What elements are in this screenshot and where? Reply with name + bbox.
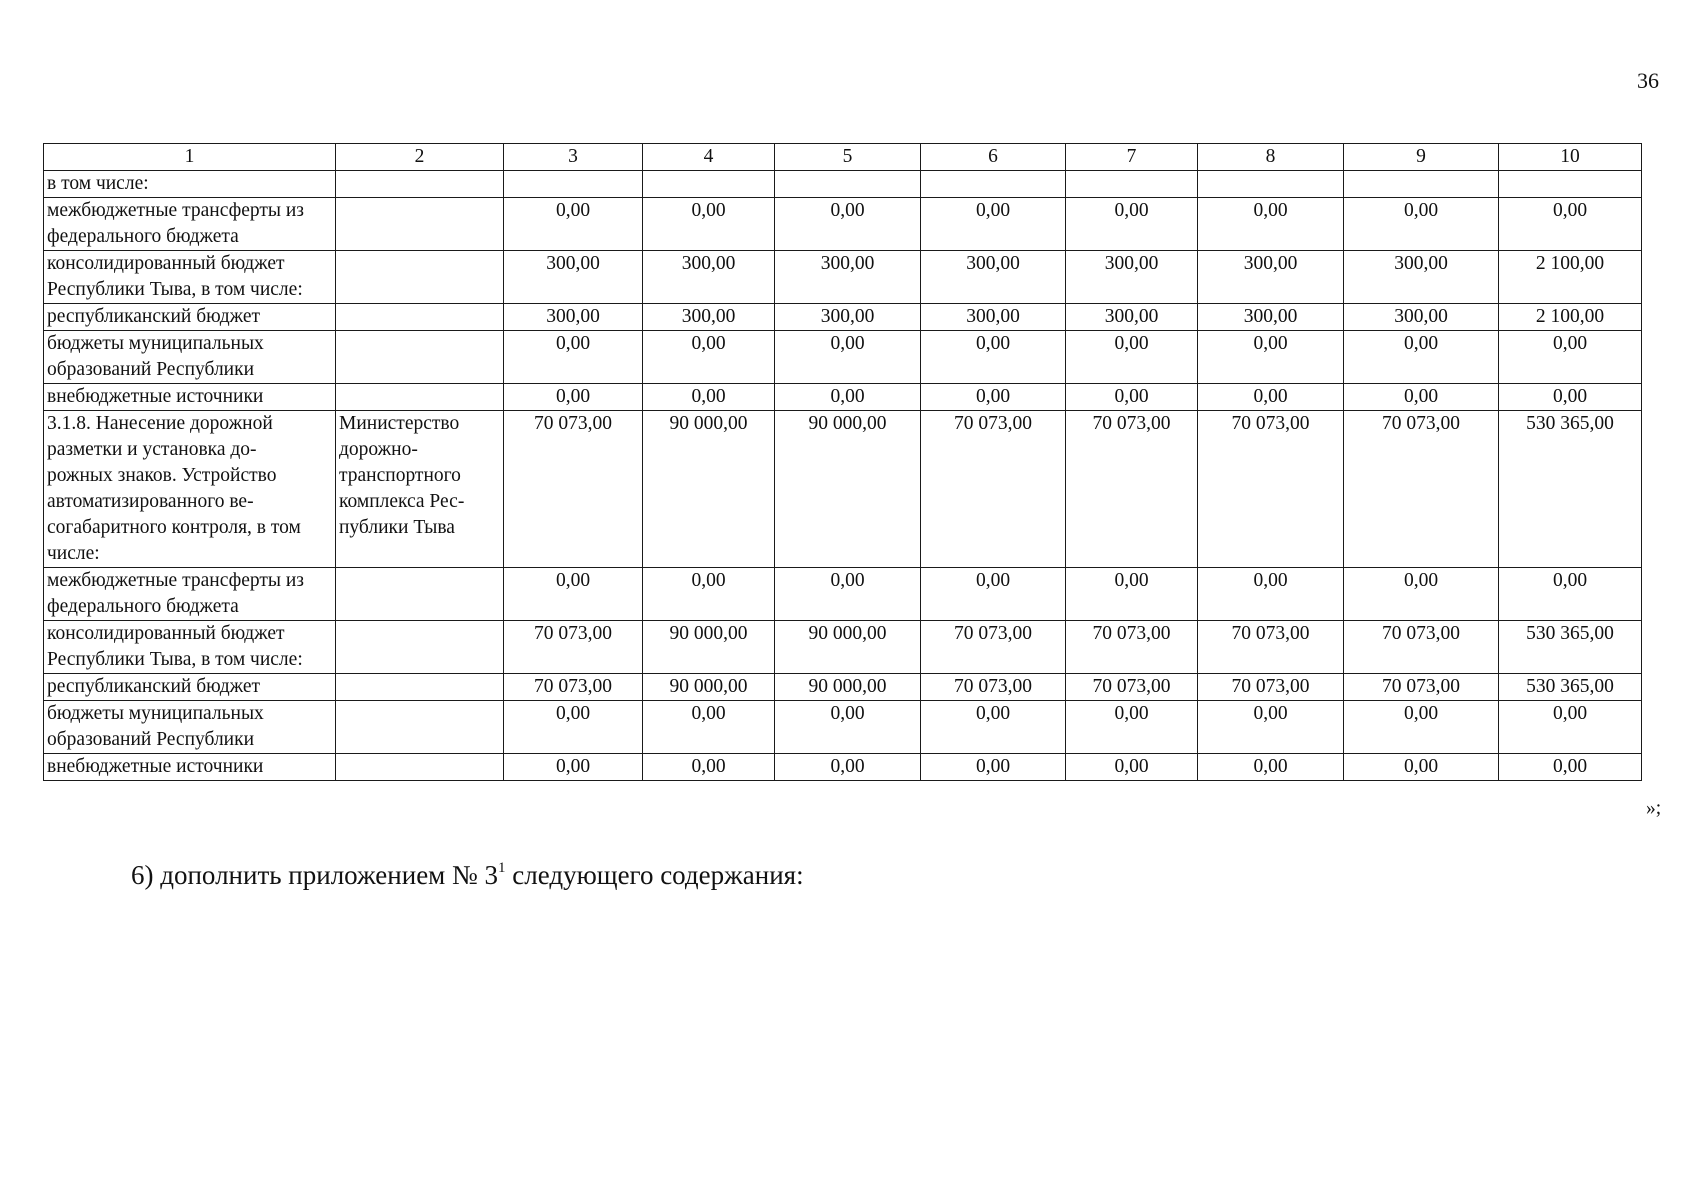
- table-row: [44, 701, 1642, 754]
- header-cell: 1: [44, 144, 336, 171]
- value-cell: 70 073,00: [921, 674, 1066, 701]
- value-cell: 90 000,00: [775, 621, 921, 674]
- value-cell: 0,00: [775, 384, 921, 411]
- row-label-cell: республиканский бюджет: [44, 674, 336, 701]
- row-label-cell: межбюджетные трансферты из федерального бюджета: [44, 198, 336, 251]
- value-cell: 530 365,00: [1499, 411, 1642, 568]
- value-cell: 0,00: [1344, 198, 1499, 251]
- value-cell: 0,00: [504, 701, 643, 754]
- value-cell: 0,00: [775, 331, 921, 384]
- value-cell: [643, 171, 775, 198]
- value-cell: 300,00: [1198, 304, 1344, 331]
- value-cell: 0,00: [643, 568, 775, 621]
- row-label-cell: бюджеты муниципальных образований Республики: [44, 331, 336, 384]
- amendment-text: [131, 860, 804, 891]
- header-cell: 8: [1198, 144, 1344, 171]
- value-cell: 0,00: [504, 568, 643, 621]
- header-cell: 9: [1344, 144, 1499, 171]
- header-cell: 7: [1066, 144, 1198, 171]
- value-cell: 0,00: [1066, 331, 1198, 384]
- value-cell: 70 073,00: [1198, 621, 1344, 674]
- value-cell: 0,00: [1344, 568, 1499, 621]
- value-cell: 0,00: [1344, 384, 1499, 411]
- page-number: 36: [1637, 68, 1659, 93]
- value-cell: 300,00: [921, 304, 1066, 331]
- value-cell: 0,00: [1198, 198, 1344, 251]
- row-agency-cell: [336, 621, 504, 674]
- value-cell: 0,00: [643, 754, 775, 781]
- value-cell: 2 100,00: [1499, 251, 1642, 304]
- amendment-prefix: 6) дополнить приложением № 3: [131, 860, 499, 890]
- header-cell: 10: [1499, 144, 1642, 171]
- row-agency-cell: [336, 701, 504, 754]
- row-label-cell: консолидированный бюджет Республики Тыва, в том числе:: [44, 621, 336, 674]
- value-cell: 300,00: [921, 251, 1066, 304]
- value-cell: [1499, 171, 1642, 198]
- value-cell: 0,00: [775, 198, 921, 251]
- table-row: [44, 384, 1642, 411]
- value-cell: 0,00: [1344, 701, 1499, 754]
- value-cell: 0,00: [921, 331, 1066, 384]
- row-agency-cell: [336, 568, 504, 621]
- table-body: [44, 144, 1642, 781]
- value-cell: 70 073,00: [504, 411, 643, 568]
- value-cell: 0,00: [1344, 754, 1499, 781]
- value-cell: 0,00: [504, 754, 643, 781]
- value-cell: 70 073,00: [1198, 674, 1344, 701]
- header-cell: 5: [775, 144, 921, 171]
- table-row: [44, 198, 1642, 251]
- value-cell: 70 073,00: [1066, 411, 1198, 568]
- header-cell: 2: [336, 144, 504, 171]
- table-row: [44, 251, 1642, 304]
- row-label-cell: внебюджетные источники: [44, 384, 336, 411]
- table-row: [44, 754, 1642, 781]
- value-cell: 0,00: [921, 384, 1066, 411]
- value-cell: 90 000,00: [643, 674, 775, 701]
- value-cell: 0,00: [921, 198, 1066, 251]
- value-cell: 70 073,00: [504, 674, 643, 701]
- row-label-cell: бюджеты муниципальных образований Республики: [44, 701, 336, 754]
- budget-table: [43, 143, 1642, 781]
- value-cell: 0,00: [1066, 198, 1198, 251]
- table-row: [44, 171, 1642, 198]
- value-cell: 90 000,00: [775, 411, 921, 568]
- value-cell: 0,00: [643, 198, 775, 251]
- value-cell: 70 073,00: [1066, 674, 1198, 701]
- value-cell: 530 365,00: [1499, 621, 1642, 674]
- row-label-cell: внебюджетные источники: [44, 754, 336, 781]
- row-label-cell: 3.1.8. Нанесение дорожной разметки и установка до- рожных знаков. Устройство автоматизированного ве- согабаритного контроля, в том числе:: [44, 411, 336, 568]
- value-cell: 0,00: [1066, 701, 1198, 754]
- value-cell: 0,00: [643, 384, 775, 411]
- value-cell: 0,00: [1499, 331, 1642, 384]
- value-cell: 0,00: [1344, 331, 1499, 384]
- value-cell: 70 073,00: [1344, 674, 1499, 701]
- value-cell: [921, 171, 1066, 198]
- value-cell: 300,00: [504, 304, 643, 331]
- row-agency-cell: [336, 198, 504, 251]
- value-cell: 300,00: [1344, 304, 1499, 331]
- table-row: [44, 621, 1642, 674]
- value-cell: 0,00: [1066, 754, 1198, 781]
- value-cell: 70 073,00: [921, 621, 1066, 674]
- closing-quote: »;: [1646, 798, 1662, 819]
- value-cell: 0,00: [643, 331, 775, 384]
- amendment-superscript: 1: [498, 860, 506, 876]
- header-cell: 3: [504, 144, 643, 171]
- value-cell: 300,00: [775, 304, 921, 331]
- table-header-row: [44, 144, 1642, 171]
- value-cell: 0,00: [1198, 754, 1344, 781]
- value-cell: 0,00: [504, 331, 643, 384]
- value-cell: 70 073,00: [1066, 621, 1198, 674]
- row-agency-cell: [336, 384, 504, 411]
- value-cell: 300,00: [775, 251, 921, 304]
- value-cell: 300,00: [504, 251, 643, 304]
- value-cell: 0,00: [775, 754, 921, 781]
- value-cell: 0,00: [1499, 701, 1642, 754]
- table-row: [44, 304, 1642, 331]
- value-cell: 0,00: [921, 754, 1066, 781]
- value-cell: [1066, 171, 1198, 198]
- value-cell: [775, 171, 921, 198]
- value-cell: 0,00: [504, 384, 643, 411]
- value-cell: 0,00: [775, 701, 921, 754]
- value-cell: [504, 171, 643, 198]
- value-cell: 0,00: [921, 701, 1066, 754]
- row-agency-cell: [336, 171, 504, 198]
- value-cell: [1344, 171, 1499, 198]
- budget-table-container: [43, 143, 1641, 781]
- value-cell: 70 073,00: [504, 621, 643, 674]
- value-cell: 300,00: [1066, 251, 1198, 304]
- value-cell: 0,00: [643, 701, 775, 754]
- row-label-cell: межбюджетные трансферты из федерального бюджета: [44, 568, 336, 621]
- value-cell: 300,00: [643, 304, 775, 331]
- row-agency-cell: [336, 754, 504, 781]
- value-cell: 70 073,00: [1198, 411, 1344, 568]
- value-cell: 2 100,00: [1499, 304, 1642, 331]
- value-cell: 300,00: [643, 251, 775, 304]
- value-cell: [1198, 171, 1344, 198]
- value-cell: 300,00: [1344, 251, 1499, 304]
- value-cell: 90 000,00: [775, 674, 921, 701]
- value-cell: 300,00: [1198, 251, 1344, 304]
- value-cell: 70 073,00: [1344, 411, 1499, 568]
- value-cell: 0,00: [1499, 568, 1642, 621]
- value-cell: 90 000,00: [643, 411, 775, 568]
- row-agency-cell: [336, 331, 504, 384]
- row-label-cell: республиканский бюджет: [44, 304, 336, 331]
- value-cell: 0,00: [1499, 198, 1642, 251]
- table-row: [44, 331, 1642, 384]
- value-cell: 90 000,00: [643, 621, 775, 674]
- row-agency-cell: [336, 674, 504, 701]
- table-row: [44, 411, 1642, 568]
- row-label-cell: в том числе:: [44, 171, 336, 198]
- header-cell: 4: [643, 144, 775, 171]
- value-cell: 0,00: [504, 198, 643, 251]
- value-cell: 0,00: [1499, 754, 1642, 781]
- value-cell: 0,00: [921, 568, 1066, 621]
- table-row: [44, 568, 1642, 621]
- value-cell: 0,00: [775, 568, 921, 621]
- value-cell: 0,00: [1198, 568, 1344, 621]
- row-agency-cell: Министерство дорожно- транспортного комплекса Рес- публики Тыва: [336, 411, 504, 568]
- value-cell: 70 073,00: [1344, 621, 1499, 674]
- value-cell: 70 073,00: [921, 411, 1066, 568]
- row-label-cell: консолидированный бюджет Республики Тыва, в том числе:: [44, 251, 336, 304]
- amendment-suffix: следующего содержания:: [505, 860, 804, 890]
- value-cell: 530 365,00: [1499, 674, 1642, 701]
- value-cell: 0,00: [1198, 701, 1344, 754]
- value-cell: 0,00: [1499, 384, 1642, 411]
- value-cell: 0,00: [1066, 568, 1198, 621]
- value-cell: 0,00: [1198, 384, 1344, 411]
- header-cell: 6: [921, 144, 1066, 171]
- table-row: [44, 674, 1642, 701]
- value-cell: 0,00: [1198, 331, 1344, 384]
- value-cell: 0,00: [1066, 384, 1198, 411]
- row-agency-cell: [336, 304, 504, 331]
- row-agency-cell: [336, 251, 504, 304]
- value-cell: 300,00: [1066, 304, 1198, 331]
